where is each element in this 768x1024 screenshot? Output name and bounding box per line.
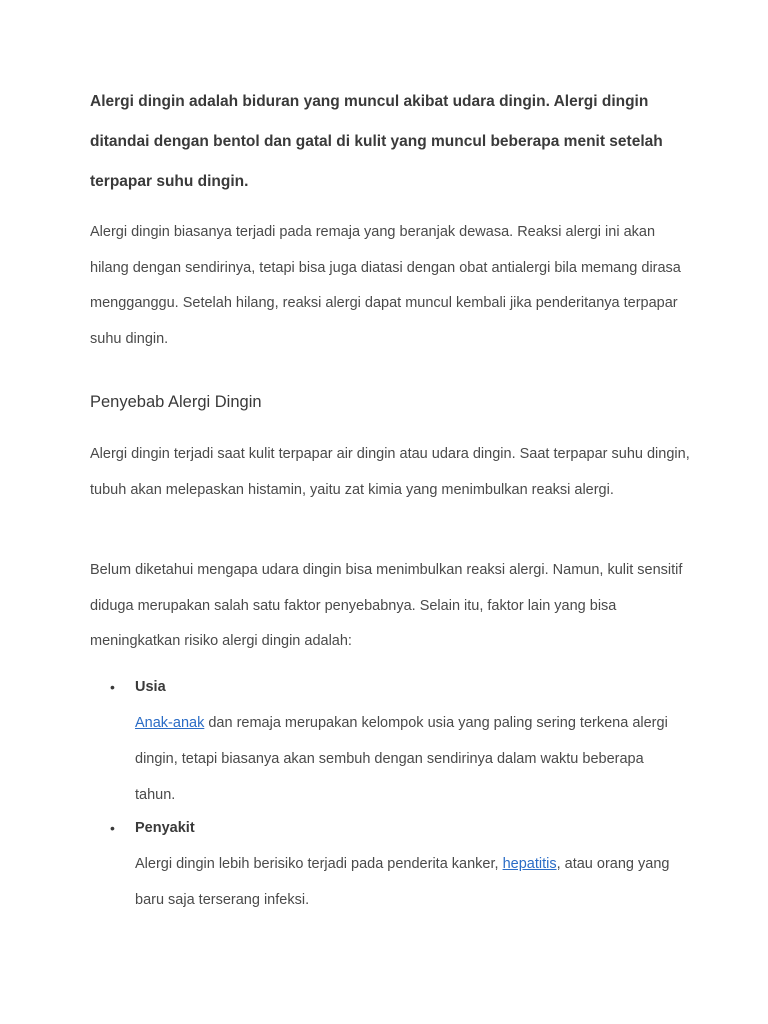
list-item-text: dan remaja merupakan kelompok usia yang paling sering terkena alergi dingin, tetapi biasanya akan sembuh dengan sendirinya dalam waktu beberapa tahun.: [135, 715, 668, 803]
list-item-title: Penyakit: [135, 820, 195, 836]
lead-paragraph: Alergi dingin adalah biduran yang muncul akibat udara dingin. Alergi dingin ditandai dengan bentol dan gatal di kulit yang muncul beberapa menit setelah terpapar suhu dingin.: [90, 93, 663, 190]
link-hepatitis[interactable]: hepatitis: [502, 856, 557, 872]
risk-factor-list: [90, 670, 690, 918]
list-item-text: Alergi dingin lebih berisiko terjadi pada penderita kanker,: [135, 856, 503, 872]
list-item: [90, 670, 690, 813]
section-heading: Penyebab Alergi Dingin: [90, 393, 262, 411]
list-item: [90, 811, 690, 918]
list-item-body: [135, 846, 675, 918]
cause-paragraph: Alergi dingin terjadi saat kulit terpapar air dingin atau udara dingin. Saat terpapar suhu dingin, tubuh akan melepaskan histamin, yaitu zat kimia yang menimbulkan reaksi alergi.: [90, 446, 690, 498]
bullet-icon: •: [110, 679, 115, 695]
list-item-body: [135, 705, 675, 813]
bullet-icon: •: [110, 820, 115, 836]
list-item-title: Usia: [135, 679, 166, 695]
intro-paragraph: Alergi dingin biasanya terjadi pada remaja yang beranjak dewasa. Reaksi alergi ini akan hilang dengan sendirinya, tetapi bisa juga diatasi dengan obat antialergi bila memang dirasa mengganggu. Setelah hilang, reaksi alergi dapat muncul kembali jika penderitanya terpapar suhu dingin.: [90, 224, 681, 347]
link-anak-anak[interactable]: Anak-anak: [135, 715, 205, 731]
risk-paragraph: Belum diketahui mengapa udara dingin bisa menimbulkan reaksi alergi. Namun, kulit sensitif diduga merupakan salah satu faktor penyebabnya. Selain itu, faktor lain yang bisa meningkatkan risiko alergi dingin adalah:: [90, 562, 683, 649]
list-item-text: , atau orang yang baru saja terserang infeksi.: [135, 856, 670, 908]
